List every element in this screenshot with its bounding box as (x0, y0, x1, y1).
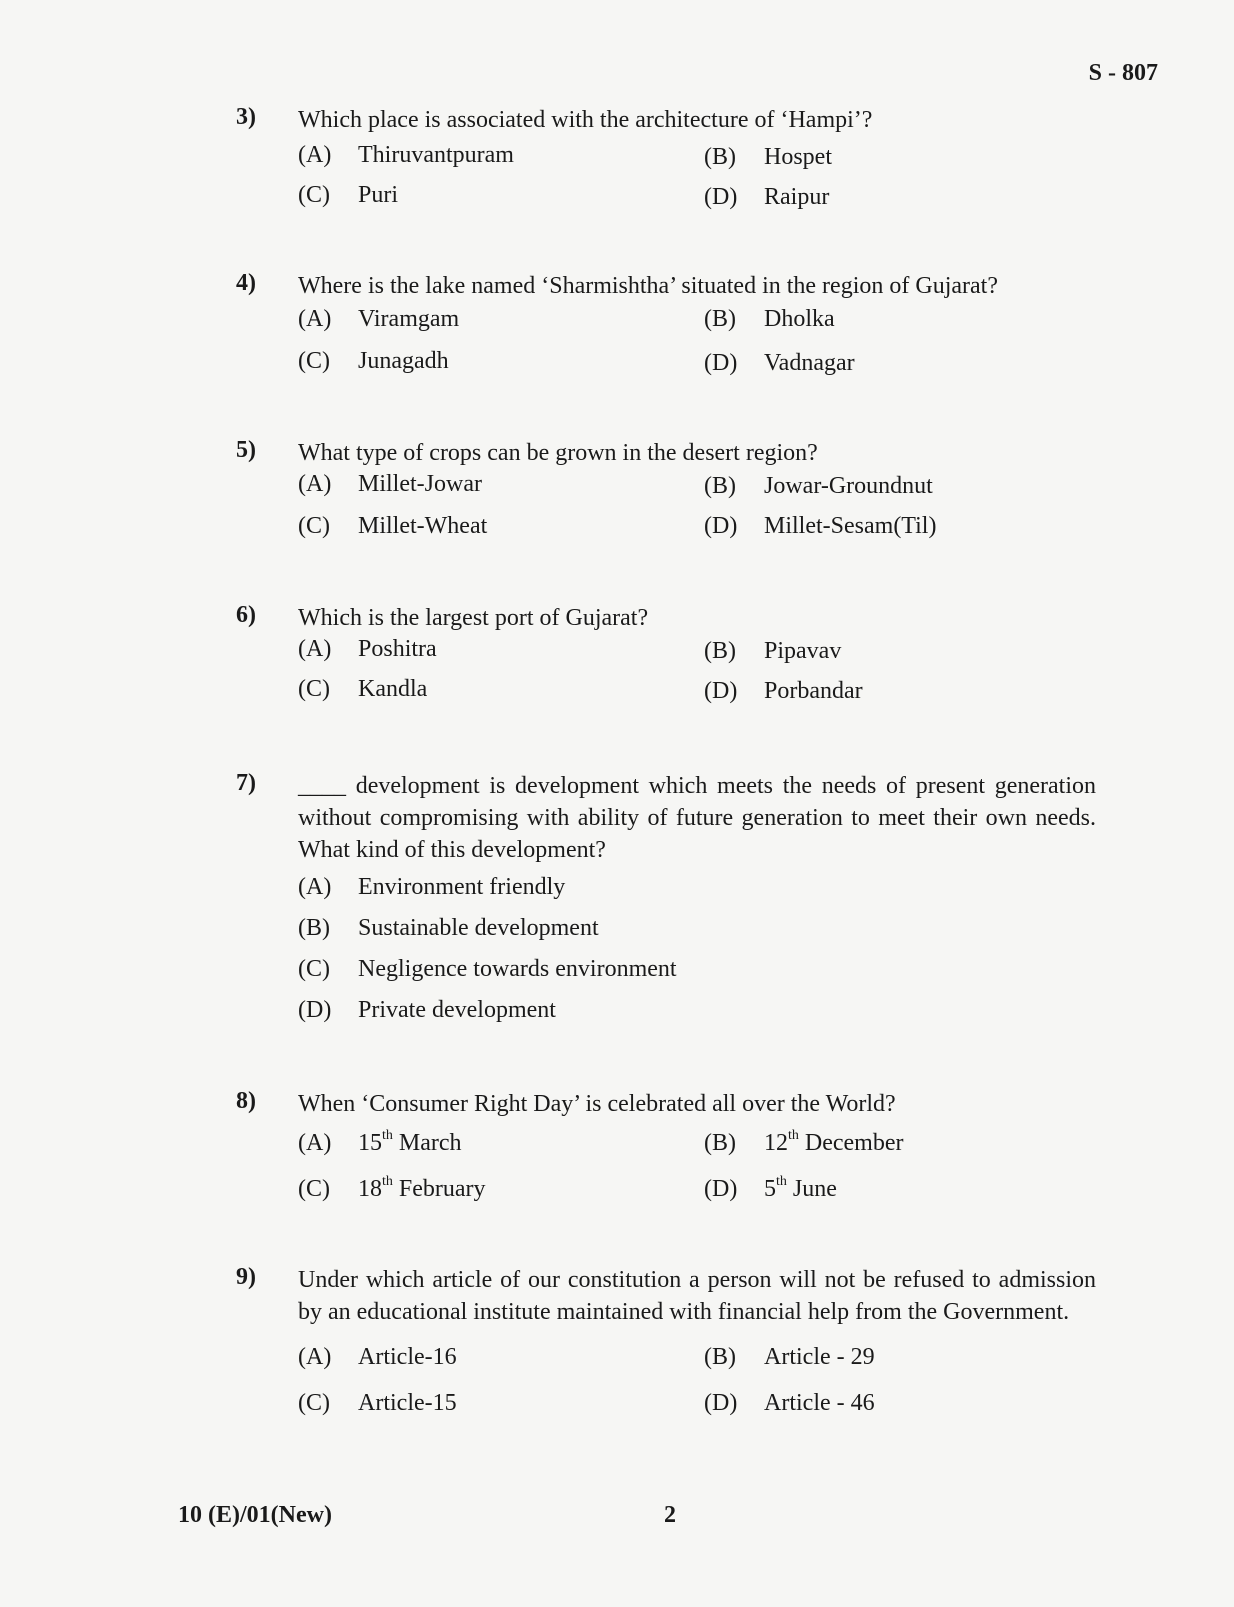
option-a[interactable]: (A) Thiruvantpuram (298, 142, 514, 168)
options (298, 634, 1096, 716)
question-7 (236, 770, 1096, 1036)
option-a[interactable]: (A) Article-16 (298, 1344, 457, 1370)
question-number: 4) (236, 270, 256, 296)
option-a[interactable]: (A) 15th March (298, 1128, 462, 1156)
option-a[interactable]: (A) Viramgam (298, 306, 460, 332)
option-c[interactable]: (C) Negligence towards environment (298, 956, 677, 982)
options (298, 1120, 1096, 1212)
option-c[interactable]: (C) 18th February (298, 1174, 486, 1202)
option-d[interactable]: (D) Vadnagar (704, 350, 855, 376)
page-number: 2 (664, 1502, 676, 1528)
question-text: Which is the largest port of Gujarat? (298, 605, 649, 631)
option-d[interactable]: (D) Porbandar (704, 678, 863, 704)
option-b[interactable]: (B) Jowar-Groundnut (704, 473, 933, 499)
question-number: 7) (236, 770, 256, 796)
options (298, 302, 1096, 384)
option-d[interactable]: (D) Article - 46 (704, 1390, 875, 1416)
options (298, 469, 1096, 551)
question-9 (236, 1264, 1096, 1420)
question-number: 9) (236, 1264, 256, 1290)
question-8 (236, 1088, 1096, 1212)
option-b[interactable]: (B) Pipavav (704, 638, 842, 664)
question-4 (236, 270, 1096, 384)
question-3 (236, 104, 1096, 218)
question-text: When ‘Consumer Right Day’ is celebrated all over the World? (298, 1091, 896, 1117)
footer-code: 10 (E)/01(New) (178, 1502, 332, 1528)
option-a[interactable]: (A) Environment friendly (298, 874, 566, 900)
question-number: 8) (236, 1088, 256, 1114)
question-text: Under which article of our constitution a person will not be refused to admission by an educational institute maintained with financial help from the Government. (298, 1267, 1096, 1325)
options (298, 136, 1096, 218)
option-b[interactable]: (B) 12th December (704, 1128, 904, 1156)
question-text: Where is the lake named ‘Sharmishtha’ situated in the region of Gujarat? (298, 273, 998, 299)
option-b[interactable]: (B) Hospet (704, 144, 832, 170)
question-6 (236, 602, 1096, 716)
option-d[interactable]: (D) 5th June (704, 1174, 837, 1202)
option-c[interactable]: (C) Kandla (298, 676, 428, 702)
option-b[interactable]: (B) Sustainable development (298, 915, 599, 941)
question-text: ____ development is development which meets the needs of present generation without compromising with ability of future generation to meet their own needs. What kind of this development? (298, 773, 1096, 863)
options (298, 866, 1096, 1036)
question-text: What type of crops can be grown in the desert region? (298, 440, 818, 466)
paper-code: S - 807 (1088, 60, 1158, 86)
question-text: Which place is associated with the architecture of ‘Hampi’? (298, 107, 873, 133)
options (298, 1328, 1096, 1420)
option-d[interactable]: (D) Private development (298, 997, 556, 1023)
question-number: 3) (236, 104, 256, 130)
option-d[interactable]: (D) Millet-Sesam(Til) (704, 513, 937, 539)
option-c[interactable]: (C) Junagadh (298, 348, 449, 374)
option-d[interactable]: (D) Raipur (704, 184, 830, 210)
option-c[interactable]: (C) Article-15 (298, 1390, 457, 1416)
option-b[interactable]: (B) Article - 29 (704, 1344, 875, 1370)
option-b[interactable]: (B) Dholka (704, 306, 835, 332)
option-c[interactable]: (C) Puri (298, 182, 399, 208)
question-number: 6) (236, 602, 256, 628)
option-a[interactable]: (A) Millet-Jowar (298, 471, 482, 497)
question-5 (236, 437, 1096, 551)
option-c[interactable]: (C) Millet-Wheat (298, 513, 488, 539)
option-a[interactable]: (A) Poshitra (298, 636, 437, 662)
question-number: 5) (236, 437, 256, 463)
